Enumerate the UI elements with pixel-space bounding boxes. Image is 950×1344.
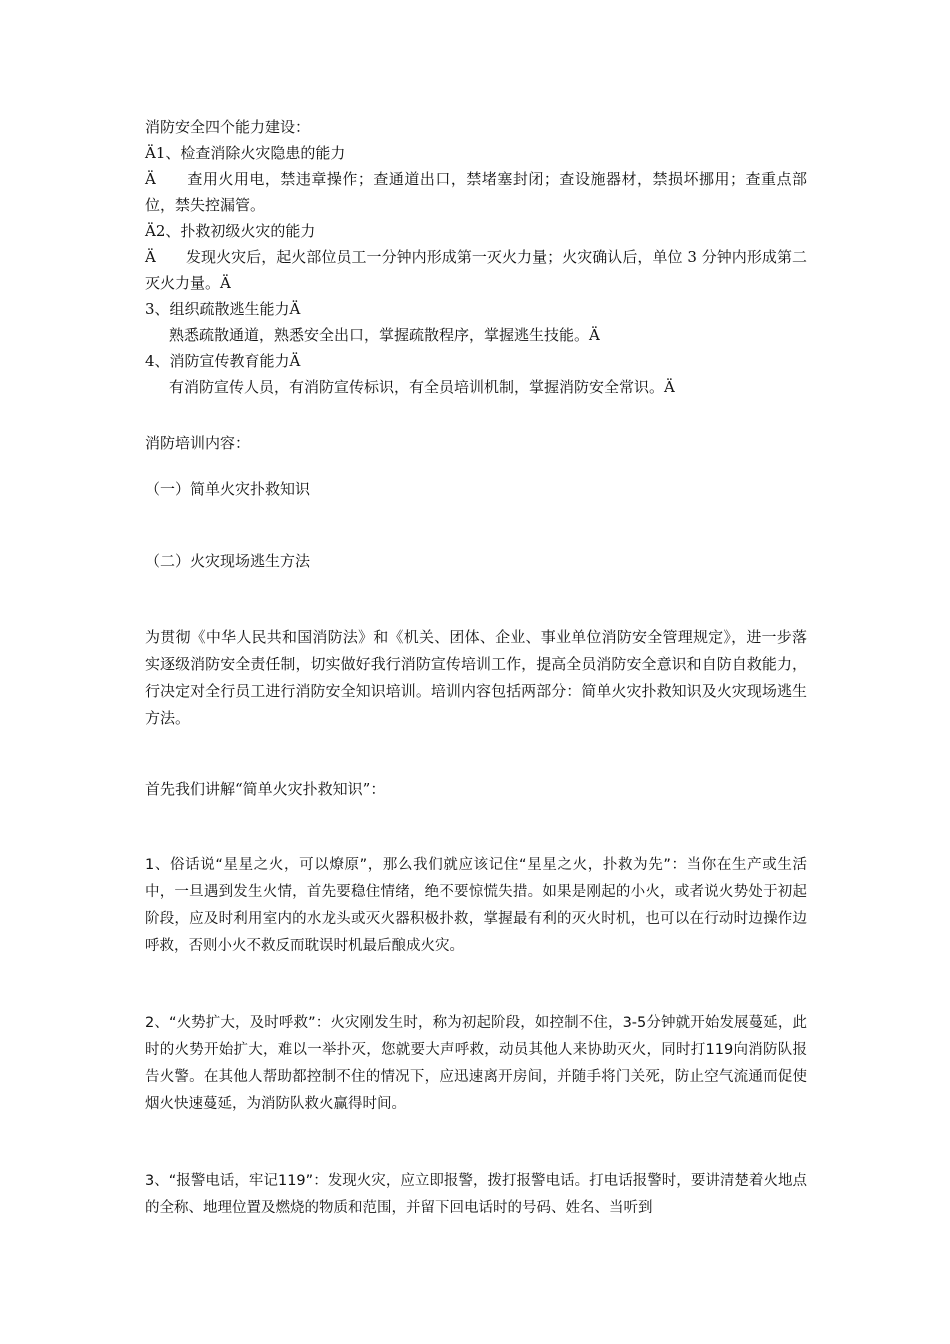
intro-paragraph: 为贯彻《中华人民共和国消防法》和《机关、团体、企业、事业单位消防安全管理规定》，进一步落实逐级消防安全责任制，切实做好我行消防宣传培训工作，提高全员消防安全意识和自防自救能力，行决定对全行员工进行消防安全知识培训。培训内容包括两部分：简单火灾扑救知识及火灾现场逃生方法。 (145, 628, 807, 727)
capability-item-2-body: Ä 发现火灾后，起火部位员工一分钟内形成第一灭火力量；火灾确认后，单位 3 分钟内形成第二灭火力量。Ä (145, 248, 807, 292)
capability-item-1-title: Ä1、检查消除火灾隐患的能力 (145, 144, 346, 162)
capability-item-4-body: 有消防宣传人员，有消防宣传标识，有全员培训机制，掌握消防安全常识。Ä (169, 378, 675, 396)
capability-heading: 消防安全四个能力建设： (145, 118, 311, 136)
capability-item-1-body: Ä 查用火用电，禁违章操作；查通道出口，禁堵塞封闭；查设施器材，禁损坏挪用；查重点部位，禁失控漏管。 (145, 170, 807, 214)
point-1-paragraph: 1、俗话说“星星之火，可以燎原”，那么我们就应该记住“星星之火，扑救为先”：当你在生产或生活中，一旦遇到发生火情，首先要稳住情绪，绝不要惊慌失措。如果是刚起的小火，或者说火势处于初起阶段，应及时利用室内的水龙头或灭火器积极扑救，掌握最有利的灭火时机，也可以在行动时边操作边呼救，否则小火不救反而耽误时机最后酿成火灾。 (145, 857, 807, 954)
capability-item-3-title: 3、组织疏散逃生能力Ä (145, 300, 301, 318)
training-heading: 消防培训内容： (145, 434, 251, 452)
training-subsection-1: （一）简单火灾扑救知识 (145, 480, 311, 498)
lead-sentence: 首先我们讲解“简单火灾扑救知识”： (145, 780, 386, 798)
point-3-paragraph: 3、“报警电话，牢记119”：发现火灾，应立即报警，拨打报警电话。打电话报警时，要讲清楚着火地点的全称、地理位置及燃烧的物质和范围，并留下回电话时的号码、姓名、当听到 (145, 1173, 807, 1216)
training-subsection-2: （二）火灾现场逃生方法 (145, 552, 311, 570)
point-2-paragraph: 2、“火势扩大，及时呼救”：火灾刚发生时，称为初起阶段，如控制不住，3-5分钟就开始发展蔓延，此时的火势开始扩大，难以一举扑灭，您就要大声呼救，动员其他人来协助灭火，同时打119向消防队报告火警。在其他人帮助都控制不住的情况下，应迅速离开房间，并随手将门关死，防止空气流通而促使烟火快速蔓延，为消防队救火赢得时间。 (145, 1015, 807, 1112)
capability-item-2-title: Ä2、扑救初级火灾的能力 (145, 222, 316, 240)
capability-item-3-body: 熟悉疏散通道，熟悉安全出口，掌握疏散程序，掌握逃生技能。Ä (169, 326, 600, 344)
document-body (145, 114, 807, 1222)
capability-item-4-title: 4、消防宣传教育能力Ä (145, 352, 301, 370)
